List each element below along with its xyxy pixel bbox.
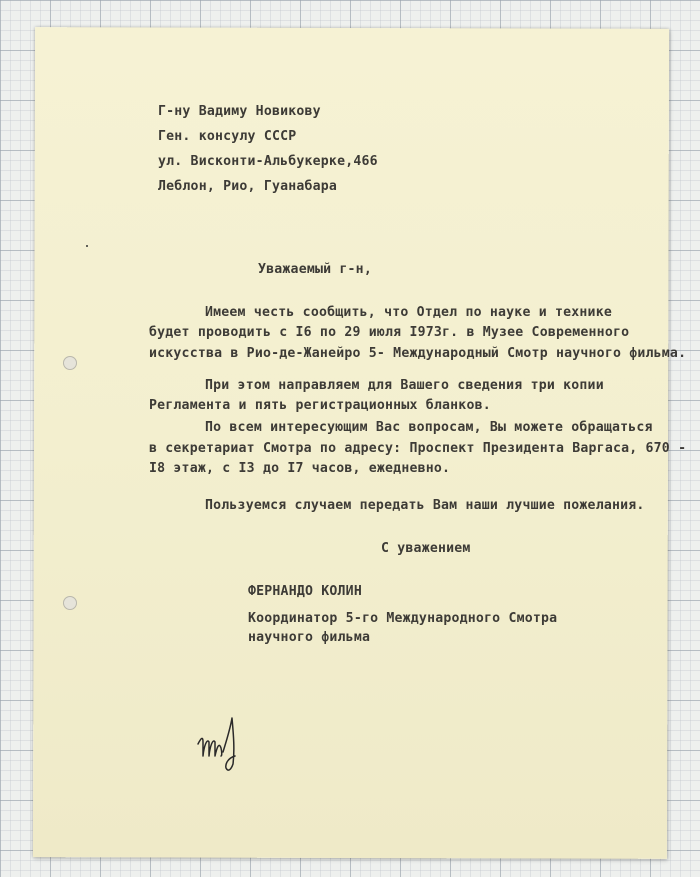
closing: С уважением <box>381 541 471 556</box>
paragraph-1-line-1: Имеем честь сообщить, что Отдел по науке и технике <box>205 305 612 320</box>
salutation: Уважаемый г-н, <box>258 262 372 277</box>
recipient-position: Ген. консулу СССР <box>158 129 297 144</box>
recipient-name: Г-ну Вадиму Новикову <box>158 104 321 119</box>
paragraph-3-line-3: I8 этаж, с I3 до I7 часов, ежедневно. <box>149 461 451 476</box>
recipient-city: Леблон, Рио, Гуанабара <box>158 179 338 194</box>
signature <box>195 712 243 774</box>
sender-title-line-2: научного фильма <box>248 630 371 645</box>
paragraph-1-line-3: искусства в Рио-де-Жанейро 5- Международный Смотр научного фильма. <box>149 346 687 361</box>
sender-name: ФЕРНАНДО КОЛИН <box>248 584 362 599</box>
paragraph-4: Пользуемся случаем передать Вам наши лучшие пожелания. <box>205 498 645 513</box>
punch-hole-lower <box>63 596 77 610</box>
ink-dot <box>86 245 88 247</box>
paragraph-2-line-1: При этом направляем для Вашего сведения три копии <box>205 378 604 393</box>
sender-title-line-1: Координатор 5-го Международного Смотра <box>248 611 558 626</box>
recipient-street: ул. Висконти-Альбукерке,466 <box>158 154 378 169</box>
paragraph-3-line-2: в секретариат Смотра по адресу: Проспект Президента Варгаса, 670 - <box>149 441 687 456</box>
punch-hole-upper <box>63 356 77 370</box>
paragraph-2-line-2: Регламента и пять регистрационных бланков. <box>149 398 491 413</box>
paragraph-3-line-1: По всем интересующим Вас вопросам, Вы можете обращаться <box>205 420 653 435</box>
paragraph-1-line-2: будет проводить с I6 по 29 июля I973г. в Музее Современного <box>149 325 630 340</box>
